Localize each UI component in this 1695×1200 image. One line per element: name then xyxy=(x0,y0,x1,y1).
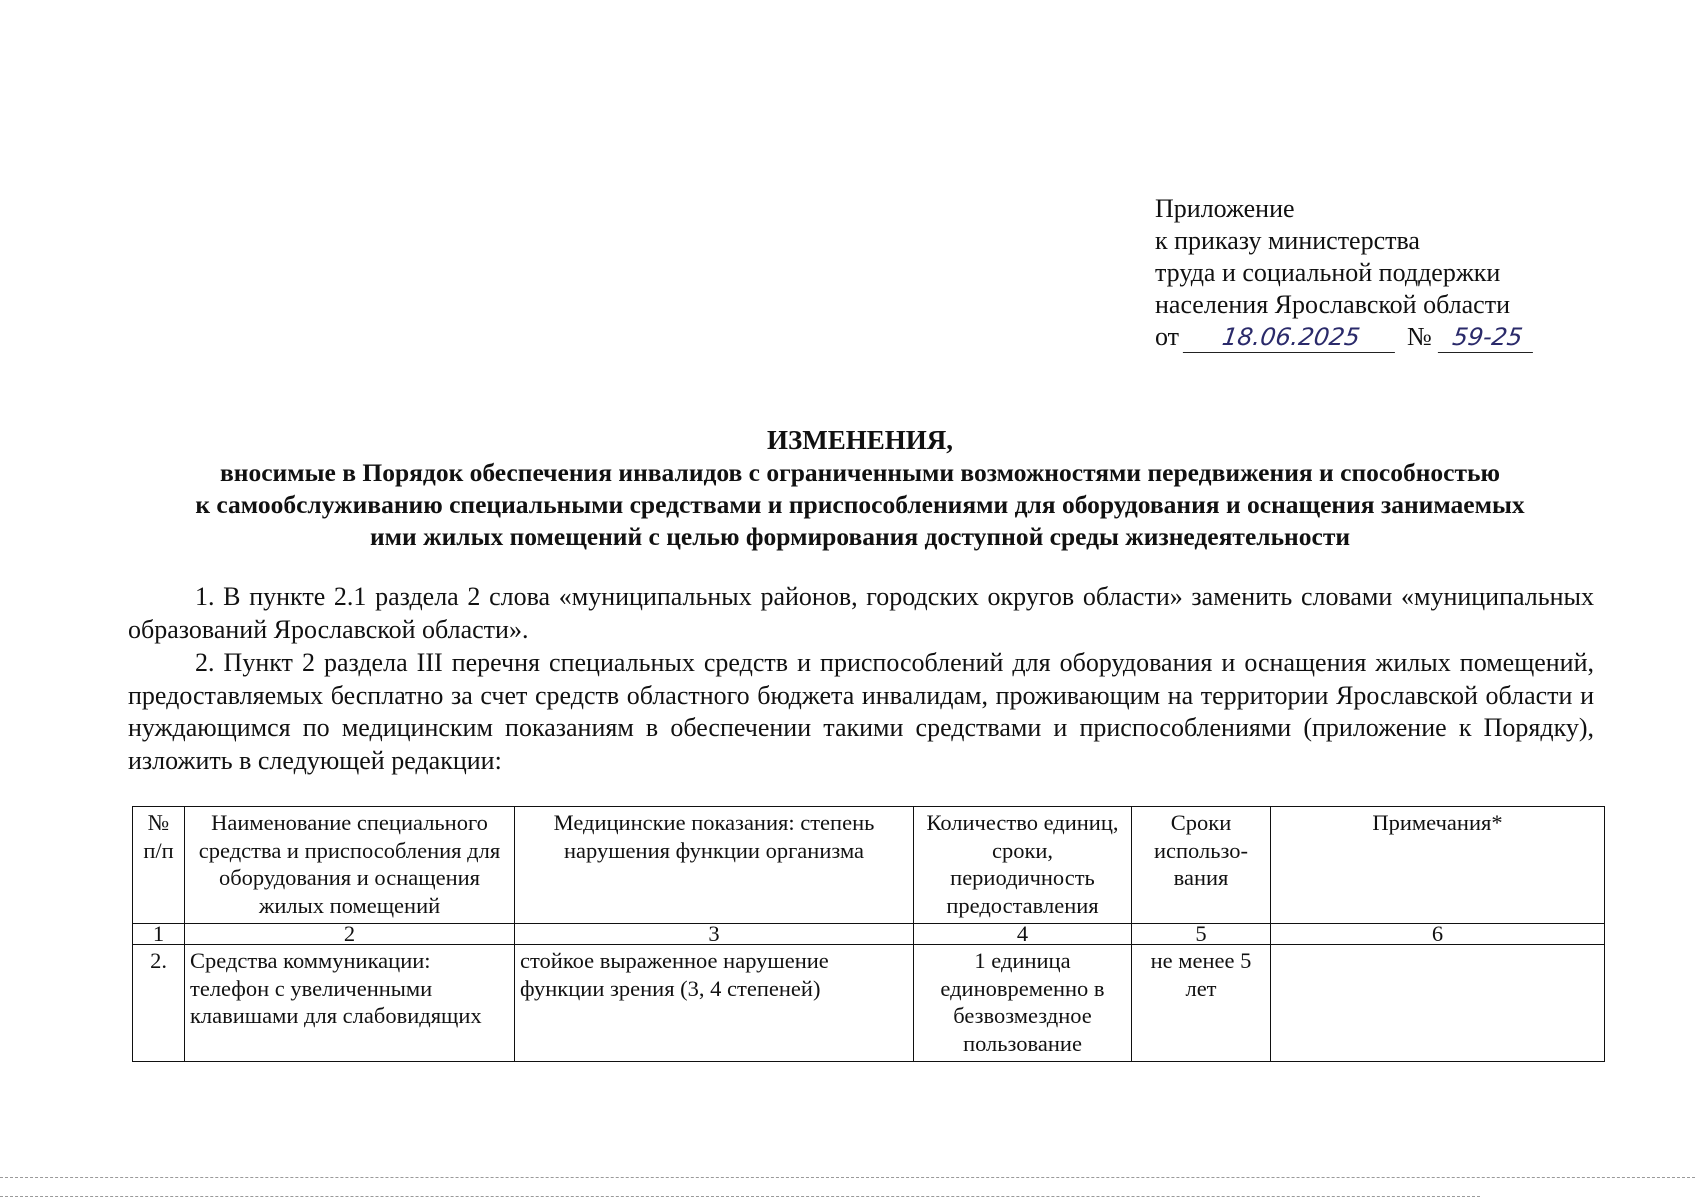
order-date-number-line xyxy=(1155,321,1535,353)
cell-quantity: 1 единица единовременно в безвозмездное пользование xyxy=(914,945,1132,1062)
paragraph-1: 1. В пункте 2.1 раздела 2 слова «муниципальных районов, городских округов области» заменить словами «муниципальных образований Ярославской области». xyxy=(128,582,1594,644)
column-number: 6 xyxy=(1271,924,1605,945)
table-row xyxy=(133,945,1605,1062)
table-header-row xyxy=(133,807,1605,924)
header-cell-number: № п/п xyxy=(133,807,185,924)
cell-terms: не менее 5 лет xyxy=(1132,945,1271,1062)
header-cell-name: Наименование специального средства и приспособления для оборудования и оснащения жилых помещений xyxy=(185,807,515,924)
scan-artifact-line xyxy=(0,1177,1695,1178)
column-number: 2 xyxy=(185,924,515,945)
table-column-numbers-row xyxy=(133,924,1605,945)
subtitle-line-3: ими жилых помещений с целью формирования доступной среды жизнедеятельности xyxy=(369,522,1351,551)
appendix-line-2: к приказу министерства xyxy=(1155,226,1420,255)
appendix-block xyxy=(1155,193,1535,353)
column-number: 1 xyxy=(133,924,185,945)
document-subtitle xyxy=(120,457,1600,553)
handwritten-number: 59-25 xyxy=(1438,322,1537,353)
paragraph-2: 2. Пункт 2 раздела III перечня специальных средств и приспособлений для оборудования и оснащения жилых помещений, предоставляемых бесплатно за счет средств областного бюджета инвалидам, проживающим на территории Ярославской области и нуждающимся по медицинским показаниям в обеспечении такими средствами и приспособлениями (приложение к Порядку), изложить в следующей редакции: xyxy=(128,648,1594,775)
subtitle-line-1: вносимые в Порядок обеспечения инвалидов с ограниченными возможностями передвижения и способностью xyxy=(220,458,1500,487)
appendix-line-3: труда и социальной поддержки xyxy=(1155,258,1501,287)
column-number: 3 xyxy=(515,924,914,945)
number-sign: № xyxy=(1407,322,1432,351)
cell-number: 2. xyxy=(133,945,185,1062)
header-cell-indications: Медицинские показания: степень нарушения функции организма xyxy=(515,807,914,924)
from-label: от xyxy=(1155,322,1180,351)
cell-notes xyxy=(1271,945,1605,1062)
appendix-line-1: Приложение xyxy=(1155,194,1295,223)
column-number: 4 xyxy=(914,924,1132,945)
header-cell-notes: Примечания* xyxy=(1271,807,1605,924)
appendix-line-4: населения Ярославской области xyxy=(1155,290,1510,319)
column-number: 5 xyxy=(1132,924,1271,945)
cell-indications: стойкое выраженное нарушение функции зрения (3, 4 степеней) xyxy=(515,945,914,1062)
document-title: ИЗМЕНЕНИЯ, xyxy=(766,425,953,455)
subtitle-line-2: к самообслуживанию специальными средствами и приспособлениями для оборудования и оснащения занимаемых xyxy=(195,490,1525,519)
changes-table xyxy=(132,806,1605,1062)
cell-name: Средства коммуникации: телефон с увеличенными клавишами для слабовидящих xyxy=(185,945,515,1062)
header-cell-terms: Сроки использо-вания xyxy=(1132,807,1271,924)
scan-artifact-line xyxy=(0,1196,1480,1197)
header-cell-quantity: Количество единиц, сроки, периодичность предоставления xyxy=(914,807,1132,924)
handwritten-date: 18.06.2025 xyxy=(1183,322,1399,353)
